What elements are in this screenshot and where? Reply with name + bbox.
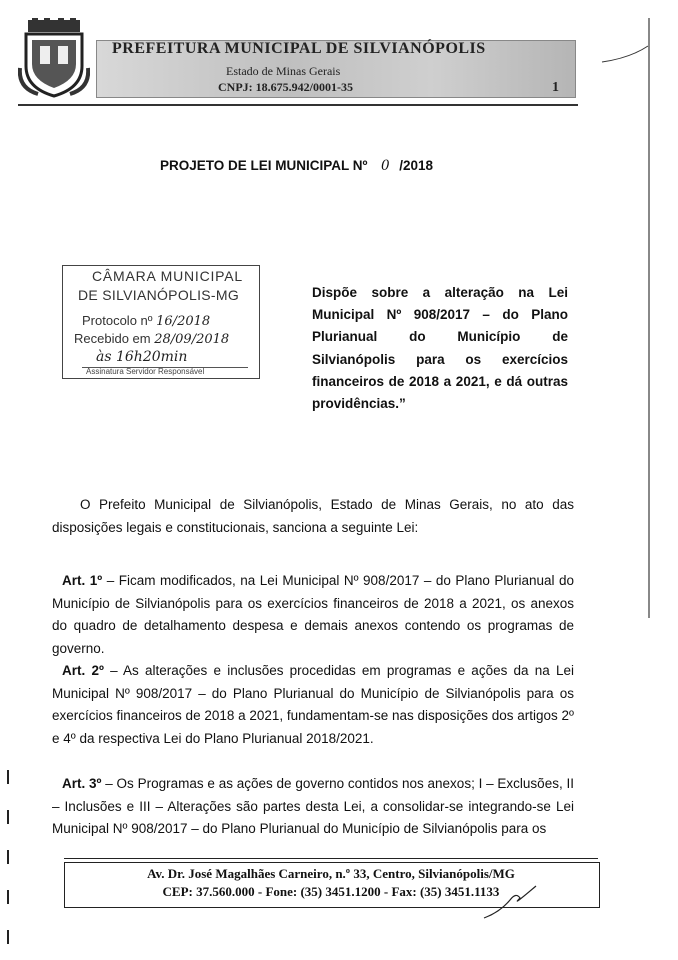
page-number: 1 — [552, 80, 559, 95]
stamp-protocolo — [82, 313, 210, 329]
stamp-line2: DE SILVIANÓPOLIS-MG — [78, 287, 240, 303]
footer-contact: CEP: 37.560.000 - Fone: (35) 3451.1200 - Fax: (35) 3451.1133 — [162, 884, 500, 899]
header-cnpj: CNPJ: 18.675.942/0001-35 — [218, 80, 353, 94]
scan-edge-mark — [648, 18, 650, 618]
article-3 — [52, 773, 574, 841]
stamp-recebido-value: 28/09/2018 — [154, 332, 230, 347]
article-2-label: Art. 2º — [62, 663, 104, 678]
stamp-protocolo-label: Protocolo nº — [82, 313, 153, 328]
article-3-label: Art. 3º — [62, 776, 102, 791]
rubric-icon — [480, 882, 540, 922]
coat-of-arms-icon — [18, 18, 90, 100]
stamp-recebido-label: Recebido em — [74, 331, 151, 346]
footer-rule — [64, 858, 598, 859]
stamp-protocolo-value: 16/2018 — [156, 314, 211, 329]
article-1-label: Art. 1º — [62, 573, 103, 588]
article-1-text: – Ficam modificados, na Lei Municipal Nº 908/2017 – do Plano Plurianual do Município de Silvianópolis para os exercícios financeiros de 2018 a 2021, os anexos do quadro de detalhamento despesa e demais anexos contendo os programas de governo. — [52, 573, 574, 656]
bill-title-prefix: PROJETO DE LEI MUNICIPAL Nº — [160, 158, 368, 173]
bill-title — [160, 158, 433, 174]
stamp-caption: Assinatura Servidor Responsável — [86, 367, 205, 376]
article-2-text: – As alterações e inclusões procedidas em programas e ações da na Lei Municipal Nº 908/2017 – do Plano Plurianual do Município de Silvianópolis para os exercícios financeiros de 2018 a 2021, fundamentam-se nas disposições dos artigos 2º e 4º da respectiva Lei do Plano Plurianual 2018/2021. — [52, 663, 574, 746]
bill-number-handwritten: 0 — [380, 158, 390, 174]
stamp-time: às 16h20min — [96, 349, 188, 365]
article-3-text: – Os Programas e as ações de governo contidos nos anexos; I – Exclusões, II – Inclusões e III – Alterações são partes desta Lei, a consolidar-se integrando-se Lei Municipal Nº 908/2017 – do Plano Plurianual do Município de Silvianópolis para os — [52, 776, 574, 836]
stamp-line1: CÂMARA MUNICIPAL — [92, 268, 244, 284]
header-state: Estado de Minas Gerais — [226, 64, 341, 78]
bill-summary: Dispõe sobre a alteração na Lei Municipal Nº 908/2017 – do Plano Plurianual do Município de Silvianópolis para os exercícios financeiros de 2018 a 2021, e dá outras providências.” — [312, 285, 568, 412]
stamp-recebido — [74, 331, 229, 347]
footer-address: Av. Dr. José Magalhães Carneiro, n.º 33, Centro, Silvianópolis/MG — [147, 866, 515, 881]
scan-binding-marks — [6, 770, 12, 950]
article-2 — [52, 660, 574, 750]
header-title: PREFEITURA MUNICIPAL DE SILVIANÓPOLIS — [112, 40, 486, 57]
bill-title-suffix: /2018 — [399, 158, 434, 173]
intro-paragraph: O Prefeito Municipal de Silvianópolis, Estado de Minas Gerais, no ato das disposições legais e constitucionais, sanciona a seguinte Lei: — [52, 497, 574, 535]
scan-pen-mark — [600, 40, 650, 80]
header-divider — [18, 104, 578, 106]
article-1 — [52, 570, 574, 660]
